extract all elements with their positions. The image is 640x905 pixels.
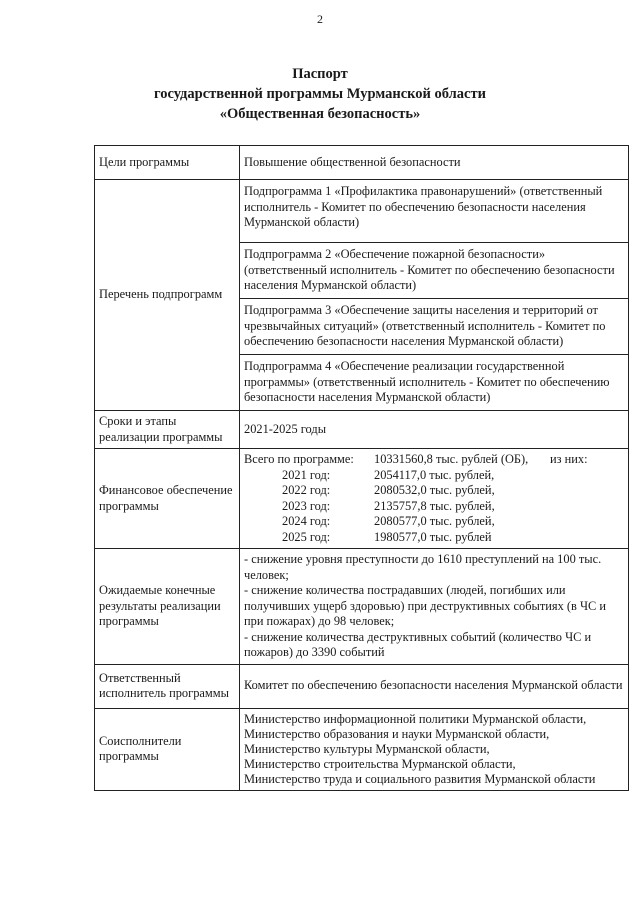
finance-value: [240, 449, 629, 549]
finance-year: 2024 год:: [282, 514, 331, 528]
finance-amount: 2135757,8 тыс. рублей,: [374, 498, 495, 513]
row-goals: [95, 146, 629, 180]
finance-amount: 1980577,0 тыс. рублей: [374, 529, 492, 544]
coexecutor-item: Министерство образования и науки Мурманской области,: [244, 726, 550, 741]
passport-table: [94, 145, 629, 791]
subprogram-2: Подпрограмма 2 «Обеспечение пожарной безопасности» (ответственный исполнитель - Комитет по обеспечению безопасности населения Мурманской области): [240, 243, 628, 299]
finance-total: [244, 452, 624, 468]
finance-year: 2022 год:: [282, 483, 331, 497]
document-title: [0, 64, 640, 124]
finance-year-row: [244, 499, 624, 515]
goals-value: Повышение общественной безопасности: [240, 146, 629, 180]
subprograms-label: Перечень подпрограмм: [95, 180, 240, 411]
subprogram-4: Подпрограмма 4 «Обеспечение реализации государственной программы» (ответственный исполнитель - Комитет по обеспечению безопасности населения Мурманской области): [244, 359, 610, 404]
coexecutor-item: Министерство информационной политики Мурманской области,: [244, 711, 587, 726]
terms-label: Сроки и этапы реализации программы: [95, 411, 240, 449]
result-item: - снижение количества деструктивных событий (количество ЧС и пожаров) до 3390 событий: [244, 629, 592, 659]
finance-year: 2023 год:: [282, 498, 331, 513]
terms-value: 2021-2025 годы: [240, 411, 629, 449]
finance-total-note: из них:: [550, 452, 588, 466]
coexecutor-item: Министерство труда и социального развития Мурманской области: [244, 771, 596, 786]
finance-year-row: [244, 468, 624, 484]
finance-year-row: [244, 530, 624, 546]
row-finance: [95, 449, 629, 549]
coexecutor-item: Министерство строительства Мурманской области,: [244, 756, 516, 771]
row-results: [95, 549, 629, 665]
finance-total-label: Всего по программе:: [244, 452, 354, 466]
row-terms: [95, 411, 629, 449]
row-coexecutors: [95, 708, 629, 790]
finance-amount: 2054117,0 тыс. рублей,: [374, 467, 495, 482]
coexecutors-label: Соисполнители программы: [95, 708, 240, 790]
finance-year-row: [244, 514, 624, 530]
page-number: 2: [317, 12, 323, 26]
finance-total-value: 10331560,8 тыс. рублей (ОБ),: [374, 452, 529, 466]
subprogram-1: Подпрограмма 1 «Профилактика правонарушений» (ответственный исполнитель - Комитет по обеспечению безопасности населения Мурманской области): [240, 180, 628, 243]
subprograms-list: [240, 180, 629, 411]
coexecutors-list: [240, 708, 629, 790]
row-responsible: [95, 664, 629, 708]
responsible-label: Ответственный исполнитель программы: [95, 664, 240, 708]
row-subprograms: [95, 180, 629, 411]
finance-amount: 2080577,0 тыс. рублей,: [374, 514, 495, 528]
result-item: - снижение уровня преступности до 1610 преступлений на 100 тыс. человек;: [244, 552, 602, 582]
finance-amount: 2080532,0 тыс. рублей,: [374, 483, 495, 497]
coexecutor-item: Министерство культуры Мурманской области,: [244, 741, 490, 756]
finance-year-row: [244, 483, 624, 499]
responsible-value: Комитет по обеспечению безопасности населения Мурманской области: [240, 664, 629, 708]
subprogram-3: Подпрограмма 3 «Обеспечение защиты населения и территорий от чрезвычайных ситуаций» (ответственный исполнитель - Комитет по обеспечению безопасности населения Мурманской области): [240, 299, 628, 355]
results-label: Ожидаемые конечные результаты реализации программы: [95, 549, 240, 665]
goals-label: Цели программы: [95, 146, 240, 180]
title-line-2: государственной программы Мурманской области: [154, 86, 486, 102]
finance-year: 2025 год:: [282, 529, 331, 544]
title-line-3: «Общественная безопасность»: [219, 106, 421, 122]
finance-year: 2021 год:: [282, 467, 331, 482]
finance-label: Финансовое обеспечение программы: [95, 449, 240, 549]
results-value: [240, 549, 629, 665]
title-line-1: Паспорт: [292, 66, 348, 82]
result-item: - снижение количества пострадавших (людей, погибших или получивших ущерб здоровью) при деструктивных событиях (в ЧС и при пожарах) до 98 человек;: [244, 583, 607, 628]
